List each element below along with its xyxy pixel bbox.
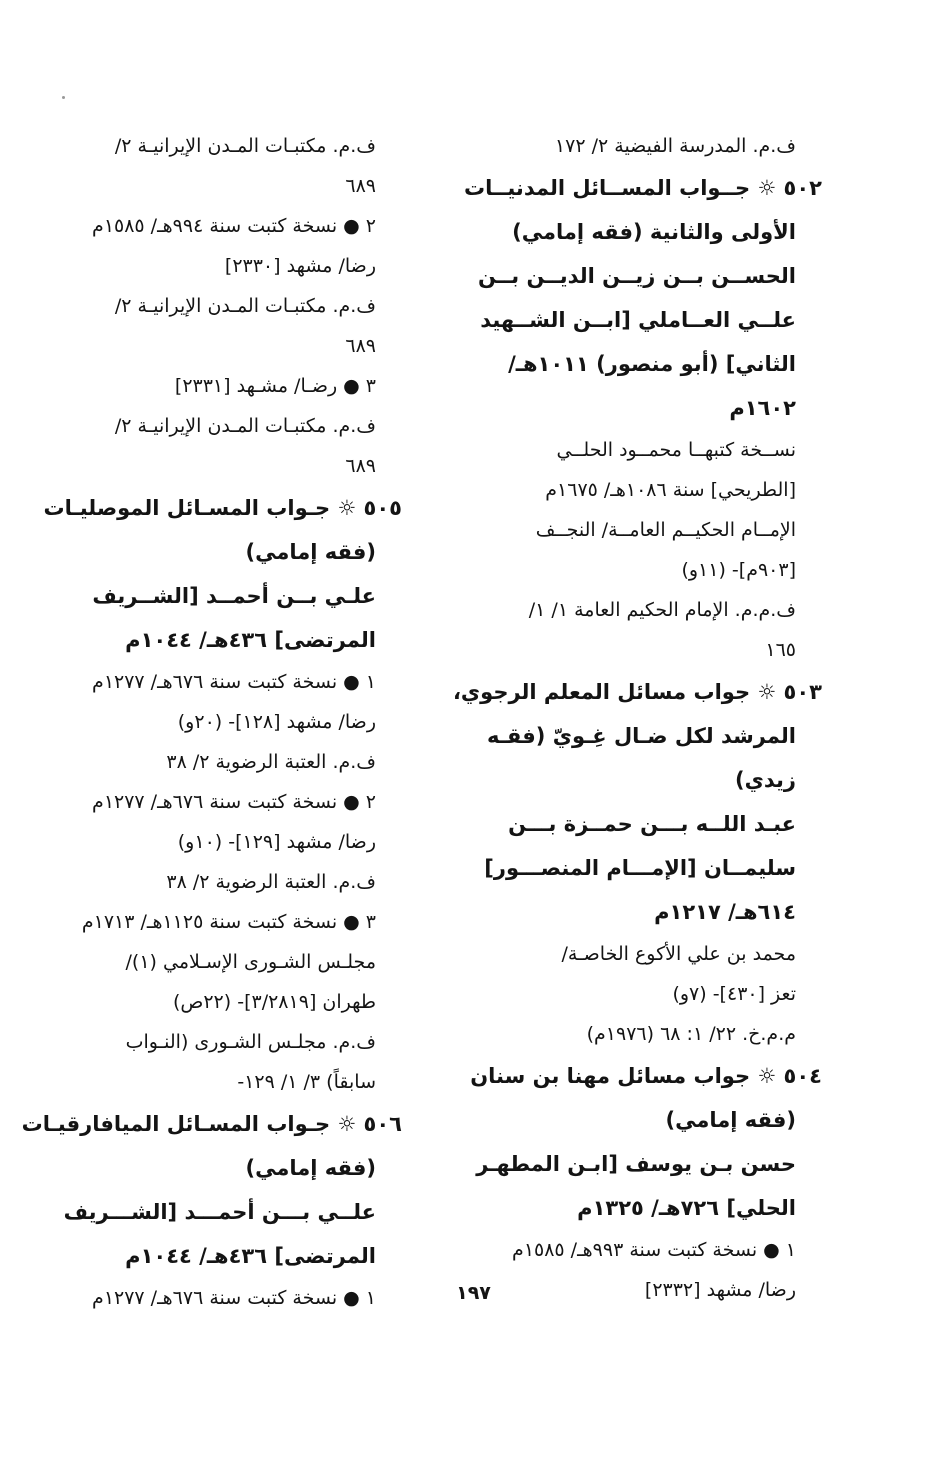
text-line: (فقه إمامي) <box>665 1108 796 1132</box>
text-line: ١٦٠٢م <box>729 396 796 420</box>
text-line: المرتضى] ٤٣٦هـ/ ١٠٤٤م <box>125 628 376 652</box>
entry-heading: ٥٠٥ ☼ جـواب المسـائل الموصليـات <box>43 496 402 520</box>
text-line: ف.م. المدرسة الفيضية ٢/ ١٧٢ <box>554 135 796 157</box>
text-line: ٢ ● نسخة كتبت سنة ٩٩٤هـ/ ١٥٨٥م <box>92 215 376 237</box>
text-line: ٦١٤هـ/ ١٢١٧م <box>654 900 796 924</box>
text-line: الإمــام الحكيــم العامــة/ النجــف <box>535 519 796 541</box>
scan-speck <box>62 96 65 99</box>
text-line: الثاني] (أبو منصور) ١٠١١هـ/ <box>508 352 796 376</box>
text-line: ف.م. مجلـس الشـورى (النـواب <box>125 1031 376 1053</box>
text-line: ف.م. مكتبـات المـدن الإيرانيـة ٢/ <box>114 295 376 317</box>
text-line: رضا/ مشهد [١٢٨]- (٢٠و) <box>177 711 376 733</box>
text-line: رضا/ مشهد [١٢٩]- (١٠و) <box>177 831 376 853</box>
right-column <box>452 126 822 1310</box>
text-line: حسن بـن يوسف [ابـن المطهـر <box>476 1152 796 1176</box>
text-line: طهران [٣/٢٨١٩]- (٢٢ص) <box>172 991 376 1013</box>
page-number: ١٩٧ <box>456 1282 491 1304</box>
text-line: ف.م. مكتبـات المـدن الإيرانيـة ٢/ <box>114 135 376 157</box>
text-line: ف.م. العتبة الرضوية ٢/ ٣٨ <box>166 751 376 773</box>
text-line: ف.م. مكتبـات المـدن الإيرانيـة ٢/ <box>114 415 376 437</box>
text-line: ١ ● نسخة كتبت سنة ٦٧٦هـ/ ١٢٧٧م <box>92 671 376 693</box>
entry-heading: ٥٠٦ ☼ جـواب المسـائل الميافارقيـات <box>21 1112 402 1136</box>
text-line: عبـد اللــه بـــن حمــزة بـــن <box>508 812 796 836</box>
text-line: ٦٨٩ <box>345 175 376 197</box>
text-line: [٩٠٣م]- (١١و) <box>681 559 796 581</box>
text-line: (فقه إمامي) <box>245 540 376 564</box>
text-line: الأولى والثانية (فقه إمامي) <box>512 220 796 244</box>
text-line: ٢ ● نسخة كتبت سنة ٦٧٦هـ/ ١٢٧٧م <box>92 791 376 813</box>
entry-heading: ٥٠٢ ☼ جــواب المســائل المدنيــات <box>464 176 822 200</box>
entry-heading: ٥٠٣ ☼ جواب مسائل المعلم الرجوي، <box>452 680 822 704</box>
text-line: محمد بن علي الأكوع الخاصـة/ <box>561 943 796 965</box>
text-line: ف.م. العتبة الرضوية ٢/ ٣٨ <box>166 871 376 893</box>
text-line: زيدي) <box>735 768 796 792</box>
text-line: الحلي] ٧٢٦هـ/ ١٣٢٥م <box>577 1196 796 1220</box>
text-line: سليمــان [الإمـــام المنصـــور] <box>484 856 796 880</box>
text-line: الحســن بــن زيــن الديــن بــن <box>478 264 796 288</box>
text-line: تعز [٤٣٠]- (٧و) <box>672 983 796 1005</box>
text-line: ١ ● نسخة كتبت سنة ٩٩٣هـ/ ١٥٨٥م <box>512 1239 796 1261</box>
text-line: [الطريحي] سنة ١٠٨٦هـ/ ١٦٧٥م <box>545 479 796 501</box>
text-line: ٦٨٩ <box>345 335 376 357</box>
text-line: (فقه إمامي) <box>245 1156 376 1180</box>
text-line: مجلـس الشـورى الإسـلامي (١)/ <box>125 951 376 973</box>
text-line: سابقاً) ٣/ ١/ ١٢٩- <box>237 1071 376 1093</box>
text-line: علــي بـــن أحمـــد [الشـــريف <box>63 1200 376 1224</box>
text-line: المرشد لكل ضـال غِـويّ (فقـه <box>487 724 796 748</box>
text-line: ٣ ● رضـا/ مشـهد [٢٣٣١] <box>174 375 376 397</box>
text-line: م.م.خ. ٢٢/ ١: ٦٨ (١٩٧٦م) <box>586 1023 796 1045</box>
left-column <box>21 126 402 1318</box>
text-line: ٣ ● نسخة كتبت سنة ١١٢٥هـ/ ١٧١٣م <box>81 911 376 933</box>
text-line: ١٦٥ <box>765 639 796 661</box>
text-line: علـي بــن أحمــد [الشــريف <box>92 584 376 608</box>
text-line: ف.م.م. الإمام الحكيم العامة ١/ ١/ <box>528 599 796 621</box>
text-line: علــي العــاملي [ابــن الشــهيد <box>480 308 796 332</box>
text-line: رضا/ مشهد [٢٣٣٠] <box>224 255 376 277</box>
entry-heading: ٥٠٤ ☼ جواب مسائل مهنا بن سنان <box>470 1064 822 1088</box>
text-line: نســخة كتبهــا محمــود الحلــي <box>556 439 796 461</box>
text-line: ١ ● نسخة كتبت سنة ٦٧٦هـ/ ١٢٧٧م <box>92 1287 376 1309</box>
text-line: رضا/ مشهد [٢٣٣٢] <box>644 1279 796 1301</box>
text-line: المرتضى] ٤٣٦هـ/ ١٠٤٤م <box>125 1244 376 1268</box>
text-line: ٦٨٩ <box>345 455 376 477</box>
